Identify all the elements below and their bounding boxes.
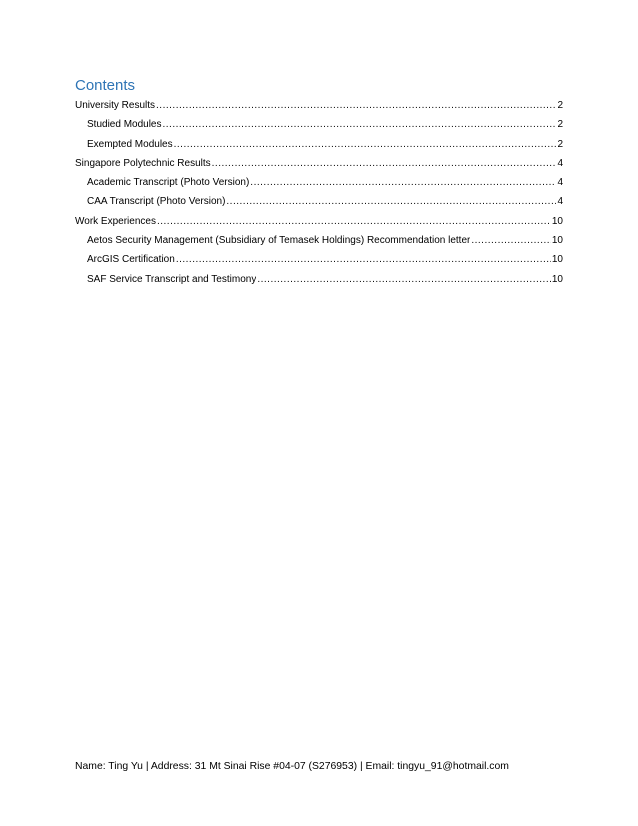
toc-entry-singapore-polytechnic-results[interactable] — [75, 154, 563, 173]
toc-entry-label: Exempted Modules — [87, 138, 173, 150]
toc-entry-page: 10 — [551, 215, 563, 227]
toc-entry-label: Aetos Security Management (Subsidiary of Temasek Holdings) Recommendation letter — [87, 235, 471, 247]
toc-dot-leader — [471, 231, 551, 250]
toc-entry-label: ArcGIS Certification — [87, 254, 175, 266]
toc-entry-aetos-recommendation[interactable] — [75, 231, 563, 250]
toc-entry-page: 4 — [557, 196, 563, 208]
toc-dot-leader — [176, 250, 551, 269]
toc-entry-saf-service-transcript[interactable] — [75, 270, 563, 289]
toc-entry-exempted-modules[interactable] — [75, 135, 563, 154]
toc-entry-page: 10 — [551, 254, 563, 266]
toc-entry-page: 2 — [557, 119, 563, 131]
toc-dot-leader — [250, 173, 556, 192]
toc-entry-page: 2 — [557, 138, 563, 150]
toc-dot-leader — [257, 270, 551, 289]
toc-entry-label: Work Experiences — [75, 215, 156, 227]
toc-entry-label: CAA Transcript (Photo Version) — [87, 196, 226, 208]
toc-entry-page: 10 — [551, 273, 563, 285]
toc-entry-page: 4 — [557, 177, 563, 189]
toc-entry-label: Singapore Polytechnic Results — [75, 157, 211, 169]
toc-entry-label: Studied Modules — [87, 119, 162, 131]
toc-entry-work-experiences[interactable] — [75, 212, 563, 231]
toc-entry-university-results[interactable] — [75, 96, 563, 115]
toc-entry-arcgis-certification[interactable] — [75, 250, 563, 269]
toc-entry-label: SAF Service Transcript and Testimony — [87, 273, 257, 285]
toc-entry-label: Academic Transcript (Photo Version) — [87, 177, 250, 189]
table-of-contents — [75, 96, 563, 289]
toc-entry-page: 2 — [557, 100, 563, 111]
toc-dot-leader — [212, 154, 557, 173]
toc-dot-leader — [163, 115, 557, 134]
toc-dot-leader — [157, 212, 551, 231]
toc-entry-label: University Results — [75, 100, 156, 111]
page-footer: Name: Ting Yu | Address: 31 Mt Sinai Rise #04-07 (S276953) | Email: tingyu_91@hotmail.com — [75, 761, 509, 772]
toc-dot-leader — [156, 96, 556, 115]
toc-entry-page: 4 — [557, 157, 563, 169]
toc-dot-leader — [226, 192, 556, 211]
toc-entry-caa-transcript[interactable] — [75, 192, 563, 211]
toc-dot-leader — [174, 135, 557, 154]
toc-entry-studied-modules[interactable] — [75, 115, 563, 134]
toc-entry-page: 10 — [551, 235, 563, 247]
toc-heading: Contents — [75, 77, 136, 94]
toc-entry-academic-transcript[interactable] — [75, 173, 563, 192]
